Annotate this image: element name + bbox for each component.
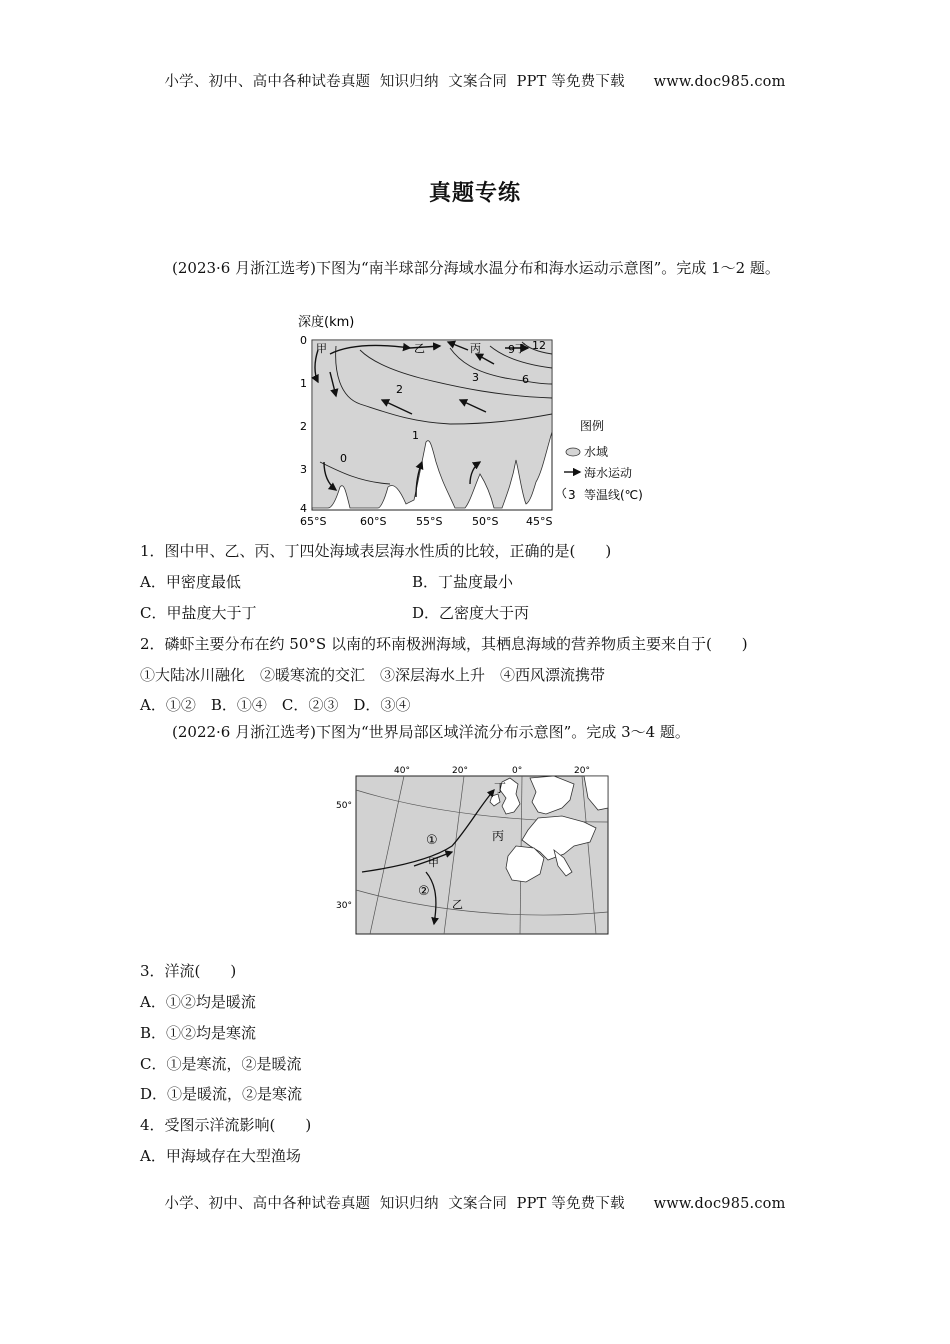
- question-3-stem: 3．洋流( ): [140, 962, 237, 980]
- q3-option-c: C．①是寒流，②是暖流: [140, 1055, 302, 1073]
- question-1-stem: 1．图中甲、乙、丙、丁四处海域表层海水性质的比较，正确的是( ): [140, 542, 612, 560]
- x-tick-50s: 50°S: [472, 515, 499, 528]
- q3-option-b: B．①②均是寒流: [140, 1024, 257, 1042]
- y-axis-label: 深度(km): [298, 315, 355, 330]
- place-jia: 甲: [316, 342, 327, 355]
- q1-option-b: B．丁盐度最小: [412, 573, 514, 591]
- figure1-legend: [563, 418, 643, 502]
- q2-items: ①大陆冰川融化 ②暖寒流的交汇 ③深层海水上升 ④西风漂流携带: [140, 666, 606, 684]
- figure-ocean-currents-map: [334, 762, 614, 940]
- isotherm-label-3: 3: [472, 371, 479, 384]
- legend-motion: 海水运动: [584, 466, 633, 480]
- q1-option-c: C．甲盐度大于丁: [140, 604, 257, 622]
- isotherm-label-2: 2: [396, 383, 403, 396]
- legend-water-swatch: [566, 448, 580, 456]
- isotherm-label-12: 12: [532, 339, 546, 352]
- place-bing: 丙: [492, 829, 505, 843]
- place-yi: 乙: [452, 898, 463, 911]
- q3-option-d: D．①是暖流，②是寒流: [140, 1085, 303, 1103]
- lat-label-30n: 30°: [336, 901, 352, 911]
- y-tick-3: 3: [300, 463, 307, 476]
- question-2-stem: 2．磷虾主要分布在约 50°S 以南的环南极洲海域，其栖息海域的营养物质主要来自于( ): [140, 635, 748, 653]
- legend-title: 图例: [580, 419, 605, 433]
- lon-label-0: 0°: [512, 766, 523, 776]
- figure-ocean-temperature-section: [290, 312, 670, 530]
- x-tick-55s: 55°S: [416, 515, 443, 528]
- legend-water: 水域: [584, 445, 609, 459]
- place-yi: 乙: [414, 342, 425, 355]
- place-ding: 丁: [494, 781, 507, 795]
- isotherm-label-0: 0: [340, 452, 347, 465]
- x-tick-45s: 45°S: [526, 515, 553, 528]
- intro-paragraph-2: (2022·6 月浙江选考)下图为“世界局部区域洋流分布示意图”。完成 3～4 题。: [172, 723, 690, 741]
- isotherm-label-9: 9: [508, 343, 515, 356]
- y-tick-4: 4: [300, 502, 307, 515]
- page-title: 真题专练: [428, 181, 521, 206]
- lon-label-20w: 20°: [452, 766, 468, 776]
- y-tick-0: 0: [300, 334, 307, 347]
- q1-option-d: D．乙密度大于丙: [412, 604, 530, 622]
- q2-options: A．①② B．①④ C．②③ D．③④: [140, 696, 411, 714]
- q4-option-a: A．甲海域存在大型渔场: [140, 1147, 301, 1165]
- current-label-1: ①: [426, 833, 438, 848]
- place-bing: 丙: [470, 342, 481, 355]
- x-tick-65s: 65°S: [300, 515, 327, 528]
- isotherm-label-1: 1: [412, 429, 419, 442]
- lon-label-40w: 40°: [394, 766, 410, 776]
- current-label-2: ②: [418, 884, 430, 899]
- isotherm-label-6: 6: [522, 373, 529, 386]
- y-tick-1: 1: [300, 377, 307, 390]
- y-tick-2: 2: [300, 420, 307, 433]
- question-4-stem: 4．受图示洋流影响( ): [140, 1116, 312, 1134]
- page-footer: 小学、初中、高中各种试卷真题 知识归纳 文案合同 PPT 等免费下载 www.doc985.com: [164, 1196, 786, 1212]
- x-tick-60s: 60°S: [360, 515, 387, 528]
- intro-paragraph-1: (2023·6 月浙江选考)下图为“南半球部分海域水温分布和海水运动示意图”。完成 1～2 题。: [172, 259, 780, 277]
- page-header: 小学、初中、高中各种试卷真题 知识归纳 文案合同 PPT 等免费下载 www.doc985.com: [164, 74, 786, 90]
- lon-label-20e: 20°: [574, 766, 590, 776]
- q3-option-a: A．①②均是暖流: [140, 993, 256, 1011]
- lat-label-50n: 50°: [336, 801, 352, 811]
- legend-isotherm-sample: 3: [568, 488, 576, 502]
- place-ding: 丁: [515, 342, 526, 355]
- legend-isotherm-swatch: [563, 488, 566, 498]
- q1-option-a: A．甲密度最低: [140, 573, 241, 591]
- legend-isotherm: 等温线(℃): [584, 488, 643, 502]
- place-jia: 甲: [428, 856, 439, 869]
